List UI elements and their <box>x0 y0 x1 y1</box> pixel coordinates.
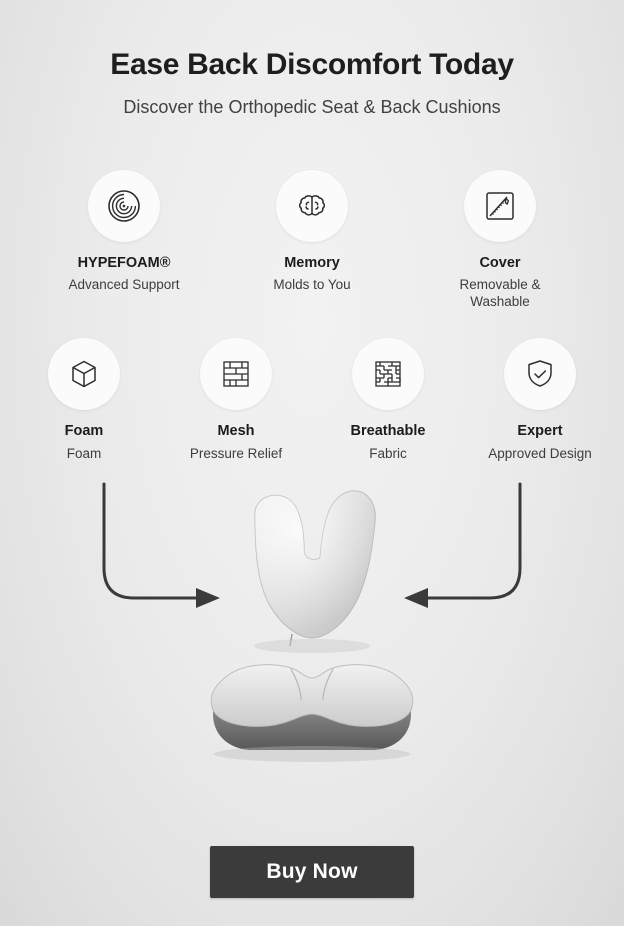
spiral-foam-icon <box>88 170 160 242</box>
feature-breathable <box>323 338 453 462</box>
feature-expert <box>475 338 605 462</box>
feature-title: Breathable <box>350 423 426 440</box>
cta-section <box>0 846 624 898</box>
feature-subtitle: Advanced Support <box>68 276 180 292</box>
back-cushion-image <box>212 484 412 664</box>
feature-row-2 <box>0 338 624 462</box>
seat-cushion-image <box>187 656 437 766</box>
feature-subtitle: Foam <box>66 445 102 461</box>
feature-hypefoam <box>59 170 189 294</box>
feature-subtitle: Molds to You <box>273 276 351 292</box>
page-subtitle: Discover the Orthopedic Seat & Back Cushions <box>123 96 501 117</box>
header <box>0 0 624 118</box>
brain-icon <box>276 170 348 242</box>
page-title: Ease Back Discomfort Today <box>110 48 514 81</box>
feature-cover <box>435 170 565 311</box>
cube-foam-icon <box>48 338 120 410</box>
buy-now-button[interactable]: Buy Now <box>210 846 413 898</box>
shield-check-icon <box>504 338 576 410</box>
mesh-grid-icon <box>200 338 272 410</box>
feature-title: Cover <box>479 254 521 271</box>
feature-title: Memory <box>284 254 340 271</box>
feature-title: Expert <box>517 423 563 440</box>
feature-foam <box>19 338 149 462</box>
product-images <box>0 484 624 766</box>
feature-mesh <box>171 338 301 462</box>
feature-title: Foam <box>64 423 104 440</box>
feature-grid <box>0 170 624 463</box>
feature-subtitle: Approved Design <box>488 445 592 461</box>
breathable-fabric-icon <box>352 338 424 410</box>
feature-memory <box>247 170 377 294</box>
feature-row-1 <box>0 170 624 311</box>
feature-title: HYPEFOAM® <box>77 254 171 271</box>
product-stage <box>0 476 624 796</box>
feature-title: Mesh <box>217 423 255 440</box>
feature-subtitle: Pressure Relief <box>189 445 283 461</box>
feature-subtitle: Fabric <box>369 445 407 461</box>
feature-subtitle: Removable & Washable <box>459 276 541 309</box>
zipper-cover-icon <box>464 170 536 242</box>
